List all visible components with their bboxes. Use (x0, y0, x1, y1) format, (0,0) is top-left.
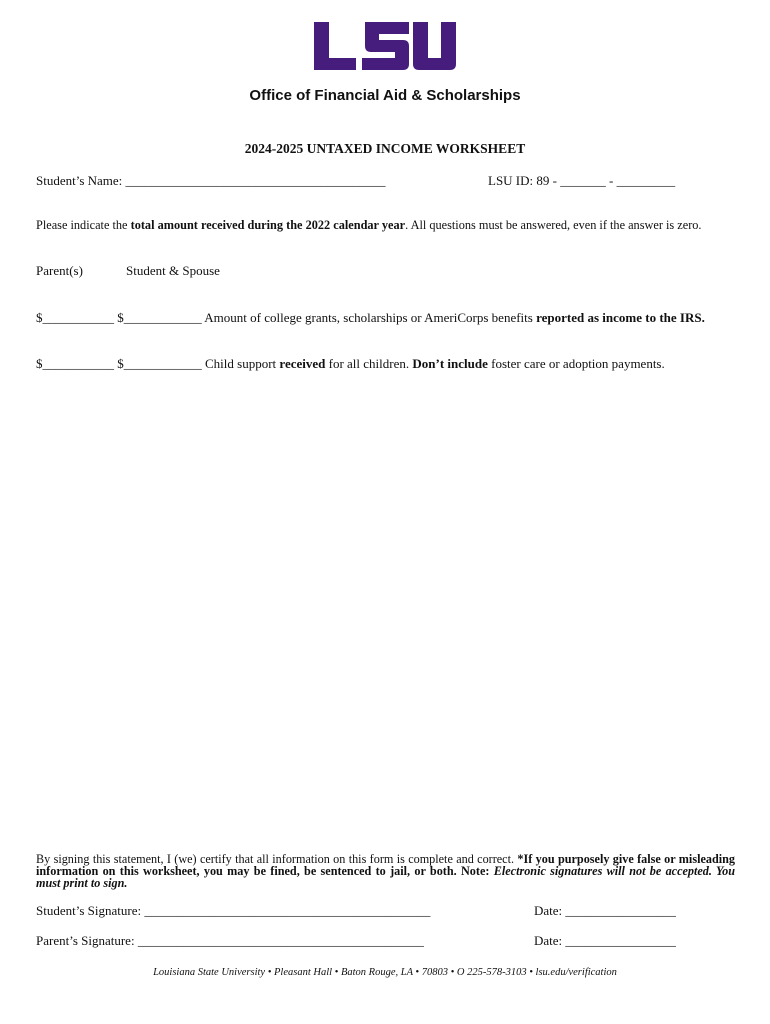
income-row (36, 356, 665, 372)
student-signature-field[interactable] (36, 903, 430, 919)
lsu-id-field[interactable] (488, 173, 675, 189)
row-text: Amount of college grants, scholarships or AmeriCorps benefits (201, 310, 537, 325)
instructions (36, 218, 702, 233)
row-text-mid: for all children. (325, 356, 413, 371)
column-student-spouse: Student & Spouse (126, 263, 220, 278)
lsu-id-blank-1[interactable]: _______ (560, 173, 606, 188)
parent-date-line[interactable]: _________________ (565, 933, 676, 948)
student-name-field[interactable] (36, 173, 386, 189)
student-signature-line[interactable]: ____________________________________________ (144, 903, 431, 918)
parent-signature-line[interactable]: ____________________________________________ (137, 933, 424, 948)
office-title: Office of Financial Aid & Scholarships (249, 87, 521, 104)
row-text-bold: reported as income to the IRS. (536, 310, 705, 325)
lsu-id-label: LSU ID: 89 - (488, 173, 557, 188)
parent-date-label: Date: (534, 933, 563, 948)
row-text: Child support (205, 356, 280, 371)
student-signature-label: Student’s Signature: (36, 903, 142, 918)
parent-signature-label: Parent’s Signature: (36, 933, 135, 948)
student-date-label: Date: (534, 903, 563, 918)
income-row (36, 310, 705, 326)
certification-note: Electronic signatures will not be accepted. You must print to sign. (36, 864, 735, 890)
certification-text: By signing this statement, I (we) certify that all information on this form is complete and correct. (36, 852, 518, 866)
student-name-label: Student’s Name: (36, 173, 123, 188)
lsu-logo-mark (312, 20, 458, 72)
row-text-end: foster care or adoption payments. (487, 356, 665, 371)
amount-blanks[interactable]: $___________ $____________ (36, 356, 202, 371)
parent-signature-field[interactable] (36, 933, 424, 949)
instructions-emphasis: total amount received during the 2022 calendar year (130, 218, 406, 232)
column-parent: Parent(s) (36, 263, 83, 278)
student-date-line[interactable]: _________________ (565, 903, 676, 918)
student-date-field[interactable] (534, 903, 676, 919)
form-title: 2024-2025 UNTAXED INCOME WORKSHEET (244, 141, 526, 156)
row-text-bold: received (279, 356, 326, 371)
lsu-id-blank-2[interactable]: _________ (616, 173, 676, 188)
footer-address: Louisiana State University • Pleasant Hall • Baton Rouge, LA • 70803 • O 225-578-3103 • lsu.edu/verification (153, 967, 617, 978)
lsu-logo (0, 20, 770, 74)
lsu-id-separator: - (608, 173, 614, 188)
row-text-bold-2: Don’t include (412, 356, 488, 371)
parent-date-field[interactable] (534, 933, 676, 949)
certification-warning: *If you purposely give false or misleading information on this worksheet, you may be fined, be sentenced to jail, or both. Note: (36, 852, 735, 878)
amount-blanks[interactable]: $___________ $____________ (36, 310, 202, 325)
student-name-blank[interactable]: ________________________________________ (125, 173, 386, 188)
instructions-text: Please indicate the (36, 218, 131, 232)
instructions-text-end: . All questions must be answered, even if the answer is zero. (405, 218, 702, 232)
certification-statement (36, 853, 735, 889)
